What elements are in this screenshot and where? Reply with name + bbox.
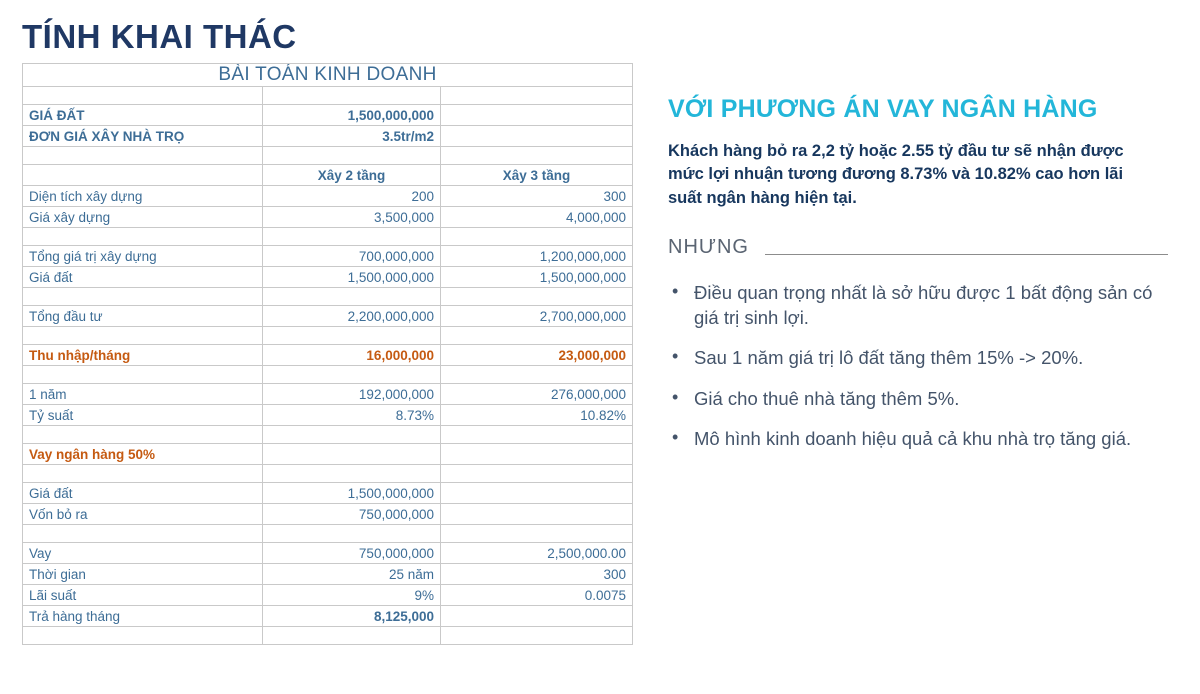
table-row xyxy=(23,504,633,525)
table-row xyxy=(23,126,633,147)
row-value-2 xyxy=(441,606,633,627)
list-item: • Giá cho thuê nhà tăng thêm 5%. xyxy=(668,387,1168,412)
row-value-2 xyxy=(441,504,633,525)
business-calculation-table xyxy=(22,63,633,645)
row-label xyxy=(23,165,263,186)
table-spacer-row xyxy=(23,288,633,306)
row-value-1: 3,500,000 xyxy=(263,207,441,228)
bank-loan-panel xyxy=(668,95,1168,468)
empty-cell xyxy=(263,627,441,645)
table-column-header-row xyxy=(23,165,633,186)
table-spacer-row xyxy=(23,426,633,444)
row-value-1: 200 xyxy=(263,186,441,207)
row-value-2: 1,500,000,000 xyxy=(441,267,633,288)
business-calculation-sheet xyxy=(22,63,632,645)
empty-cell xyxy=(441,327,633,345)
empty-cell xyxy=(23,327,263,345)
table-body xyxy=(23,64,633,645)
row-value-1: 1,500,000,000 xyxy=(263,483,441,504)
row-label: Giá đất xyxy=(23,483,263,504)
row-label: Lãi suất xyxy=(23,585,263,606)
table-row xyxy=(23,384,633,405)
row-value-2: 0.0075 xyxy=(441,585,633,606)
row-value-2: 300 xyxy=(441,564,633,585)
empty-cell xyxy=(263,366,441,384)
table-spacer-row xyxy=(23,627,633,645)
table-spacer-row xyxy=(23,147,633,165)
empty-cell xyxy=(263,525,441,543)
row-value-1: 25 năm xyxy=(263,564,441,585)
empty-cell xyxy=(441,288,633,306)
table-row xyxy=(23,444,633,465)
row-value-2: 276,000,000 xyxy=(441,384,633,405)
bullet-list xyxy=(668,281,1168,452)
empty-cell xyxy=(263,465,441,483)
table-spacer-row xyxy=(23,525,633,543)
row-label: Vay xyxy=(23,543,263,564)
table-row xyxy=(23,543,633,564)
row-value-1: 9% xyxy=(263,585,441,606)
row-label: Trả hàng tháng xyxy=(23,606,263,627)
row-value-1: 192,000,000 xyxy=(263,384,441,405)
empty-cell xyxy=(23,228,263,246)
row-value-2 xyxy=(441,483,633,504)
empty-cell xyxy=(23,147,263,165)
row-value-1: 750,000,000 xyxy=(263,543,441,564)
row-value-1: 3.5tr/m2 xyxy=(263,126,441,147)
table-title: BÀI TOÁN KINH DOANH xyxy=(23,64,633,87)
row-label: Vay ngân hàng 50% xyxy=(23,444,263,465)
panel-heading: VỚI PHƯƠNG ÁN VAY NGÂN HÀNG xyxy=(668,95,1098,123)
page-title: TÍNH KHAI THÁC xyxy=(22,18,297,55)
row-value-1: 1,500,000,000 xyxy=(263,267,441,288)
row-label: Diện tích xây dựng xyxy=(23,186,263,207)
empty-cell xyxy=(23,288,263,306)
empty-cell xyxy=(23,366,263,384)
table-row xyxy=(23,246,633,267)
row-value-1: 8.73% xyxy=(263,405,441,426)
row-value-2: 2,500,000.00 xyxy=(441,543,633,564)
row-value-1: 8,125,000 xyxy=(263,606,441,627)
empty-cell xyxy=(263,426,441,444)
table-spacer-row xyxy=(23,87,633,105)
table-row xyxy=(23,585,633,606)
empty-cell xyxy=(441,525,633,543)
table-row xyxy=(23,306,633,327)
empty-cell xyxy=(441,627,633,645)
row-label: GIÁ ĐẤT xyxy=(23,105,263,126)
table-spacer-row xyxy=(23,366,633,384)
row-value-2 xyxy=(441,444,633,465)
table-row xyxy=(23,207,633,228)
empty-cell xyxy=(441,228,633,246)
empty-cell xyxy=(23,426,263,444)
row-label: Giá xây dựng xyxy=(23,207,263,228)
table-row xyxy=(23,105,633,126)
table-spacer-row xyxy=(23,465,633,483)
empty-cell xyxy=(441,147,633,165)
row-value-2 xyxy=(441,126,633,147)
row-value-2: 4,000,000 xyxy=(441,207,633,228)
list-item: • Mô hình kinh doanh hiệu quả cả khu nhà trọ tăng giá. xyxy=(668,427,1168,452)
empty-cell xyxy=(263,288,441,306)
row-label: Tỷ suất xyxy=(23,405,263,426)
empty-cell xyxy=(23,465,263,483)
divider-label: NHƯNG xyxy=(668,236,749,259)
row-value-1: 750,000,000 xyxy=(263,504,441,525)
row-value-2: 2,700,000,000 xyxy=(441,306,633,327)
empty-cell xyxy=(23,525,263,543)
table-spacer-row xyxy=(23,327,633,345)
empty-cell xyxy=(263,327,441,345)
empty-cell xyxy=(441,87,633,105)
row-value-1: 700,000,000 xyxy=(263,246,441,267)
table-spacer-row xyxy=(23,228,633,246)
list-item: • Điều quan trọng nhất là sở hữu được 1 bất động sản có giá trị sinh lợi. xyxy=(668,281,1168,330)
table-title-row xyxy=(23,64,633,87)
row-label: Tổng đầu tư xyxy=(23,306,263,327)
column-header-1: Xây 2 tầng xyxy=(263,165,441,186)
list-item: • Sau 1 năm giá trị lô đất tăng thêm 15% -> 20%. xyxy=(668,346,1168,371)
table-row xyxy=(23,186,633,207)
row-label: 1 năm xyxy=(23,384,263,405)
table-row xyxy=(23,345,633,366)
empty-cell xyxy=(263,228,441,246)
row-label: Vốn bỏ ra xyxy=(23,504,263,525)
table-row xyxy=(23,483,633,504)
column-header-2: Xây 3 tầng xyxy=(441,165,633,186)
row-value-1: 1,500,000,000 xyxy=(263,105,441,126)
row-value-2: 23,000,000 xyxy=(441,345,633,366)
divider-row xyxy=(668,236,1168,259)
table-row xyxy=(23,564,633,585)
table-row xyxy=(23,606,633,627)
row-value-1: 2,200,000,000 xyxy=(263,306,441,327)
horizontal-rule xyxy=(765,254,1168,255)
empty-cell xyxy=(23,627,263,645)
empty-cell xyxy=(23,87,263,105)
row-label: Thu nhập/tháng xyxy=(23,345,263,366)
row-value-2: 10.82% xyxy=(441,405,633,426)
row-value-1 xyxy=(263,444,441,465)
row-value-2: 1,200,000,000 xyxy=(441,246,633,267)
empty-cell xyxy=(263,87,441,105)
row-value-2 xyxy=(441,105,633,126)
row-value-2: 300 xyxy=(441,186,633,207)
panel-intro-text: Khách hàng bỏ ra 2,2 tỷ hoặc 2.55 tỷ đầu tư sẽ nhận được mức lợi nhuận tương đương 8.73% và 10.82% cao hơn lãi suất ngân hàng hiện tại. xyxy=(668,141,1124,207)
empty-cell xyxy=(263,147,441,165)
row-label: Tổng giá trị xây dựng xyxy=(23,246,263,267)
row-value-1: 16,000,000 xyxy=(263,345,441,366)
row-label: ĐƠN GIÁ XÂY NHÀ TRỌ xyxy=(23,126,263,147)
table-row xyxy=(23,405,633,426)
row-label: Thời gian xyxy=(23,564,263,585)
empty-cell xyxy=(441,465,633,483)
table-row xyxy=(23,267,633,288)
empty-cell xyxy=(441,426,633,444)
empty-cell xyxy=(441,366,633,384)
row-label: Giá đất xyxy=(23,267,263,288)
